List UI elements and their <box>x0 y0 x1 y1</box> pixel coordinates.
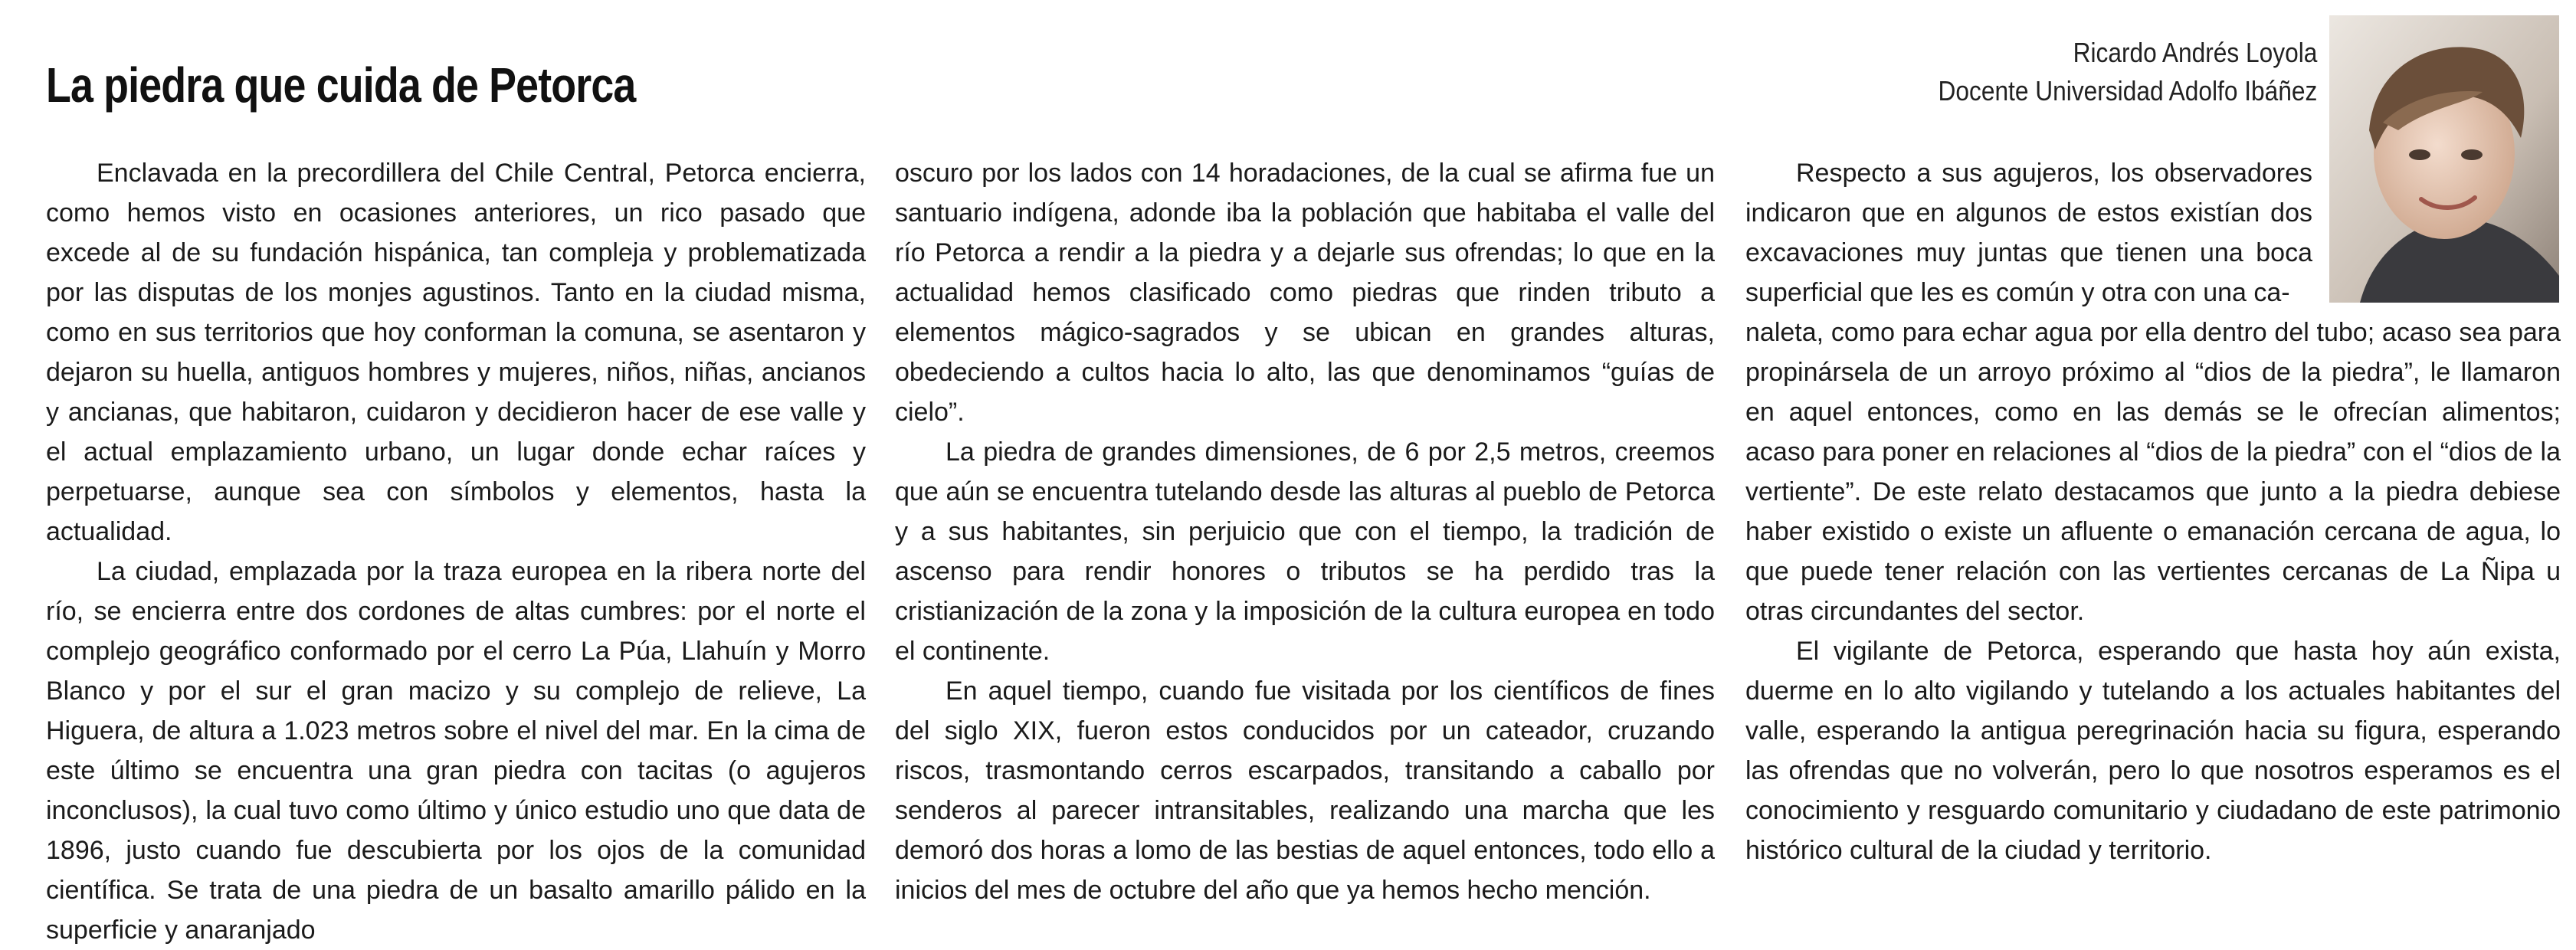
paragraph-6-part-b: naleta, como para echar agua por ella dentro del tubo; acaso sea para propinársela de un arroyo próximo al “dios de la piedra”, le llamaron en aquel entonces, como en las demás se le ofrecían alimentos; acaso para poner en relaciones al “dios de la piedra” con el “dios de la vertiente”. De este relato destacamos que junto a la piedra debiese haber existido o existe un afluente o emanación cercana de agua, lo que puede tener relación con las vertientes cercanas de La Ñipa u otras circundantes del sector. <box>1745 318 2561 626</box>
column-1 <box>46 153 866 950</box>
paragraph-7: El vigilante de Petorca, esperando que hasta hoy aún exista, duerme en lo alto vigilando y tutelando a los actuales habitantes del valle, esperando la antigua peregrinación hacia su figura, esperando las ofrendas que no volverán, pero lo que nosotros esperamos es el conocimiento y resguardo comunitario y ciudadano de este patrimonio histórico cultural de la ciudad y territorio. <box>1745 637 2561 865</box>
column-3 <box>1745 153 2561 870</box>
author-affiliation: Docente Universidad Adolfo Ibáñez <box>1938 75 2317 106</box>
paragraph-5: En aquel tiempo, cuando fue visitada por los científicos de fines del siglo XIX, fueron estos conducidos por un cateador, cruzando riscos, trasmontando cerros escarpados, transitando a caballo por senderos al parecer intransitables, realizando una marcha que les demoró dos horas a lomo de las bestias de aquel entonces, todo ello a inicios del mes de octubre del año que ya hemos hecho mención. <box>895 676 1715 905</box>
column-2 <box>895 153 1715 910</box>
paragraph-4: La piedra de grandes dimensiones, de 6 por 2,5 metros, creemos que aún se encuentra tutelando desde las alturas al pueblo de Petorca y a sus habitantes, sin perjuicio que con el tiempo, la tradición de ascenso para rendir honores o tributos se ha perdido tras la cristianización de la zona y la imposición de la cultura europea en todo el continente. <box>895 437 1715 666</box>
byline <box>1938 34 2317 110</box>
paragraph-2: La ciudad, emplazada por la traza europea en la ribera norte del río, se encierra entre dos cordones de altas cumbres: por el norte el complejo geográfico conformado por el cerro La Púa, Llahuín y Morro Blanco y por el sur el gran macizo y su complejo de relieve, La Higuera, de altura a 1.023 metros sobre el nivel del mar. En la cima de este último se encuentra una gran piedra con tacitas (o agujeros inconclusos), la cual tuvo como último y único estudio uno que data de 1896, justo cuando fue descubierta por los ojos de la comunidad científica. Se trata de una piedra de un basalto amarillo pálido en la superficie y anaranjado <box>46 557 866 945</box>
paragraph-1: Enclavada en la precordillera del Chile Central, Petorca encierra, como hemos visto en ocasiones anteriores, un rico pasado que excede al de su fundación hispánica, tan compleja y problematizada por las disputas de los monjes agustinos. Tanto en la ciudad misma, como en sus territorios que hoy conforman la comuna, se asentaron y dejaron su huella, antiguos hombres y mujeres, niños, niñas, ancianos y ancianas, que habitaron, cuidaron y decidieron hacer de ese valle y el actual emplazamiento urbano, un lugar donde echar raíces y perpetuarse, aunque sea con símbolos y elementos, hasta la actualidad. <box>46 159 866 546</box>
paragraph-6-part-a: Respecto a sus agujeros, los observadores indicaron que en algunos de estos existían dos excavaciones muy juntas que tienen una boca superficial que les es común y otra con una ca- <box>1745 159 2312 307</box>
paragraph-3: oscuro por los lados con 14 horadaciones, de la cual se afirma fue un santuario indígena, adonde iba la población que habitaba el valle del río Petorca a rendir a la piedra y a dejarle sus ofrendas; lo que en la actualidad hemos clasificado como piedras que rinden tributo a elementos mágico-sagrados y se ubican en grandes alturas, obedeciendo a cultos hacia lo alto, las que denominamos “guías de cielo”. <box>895 159 1715 427</box>
author-name: Ricardo Andrés Loyola <box>2073 37 2317 68</box>
article-title: La piedra que cuida de Petorca <box>46 57 636 113</box>
